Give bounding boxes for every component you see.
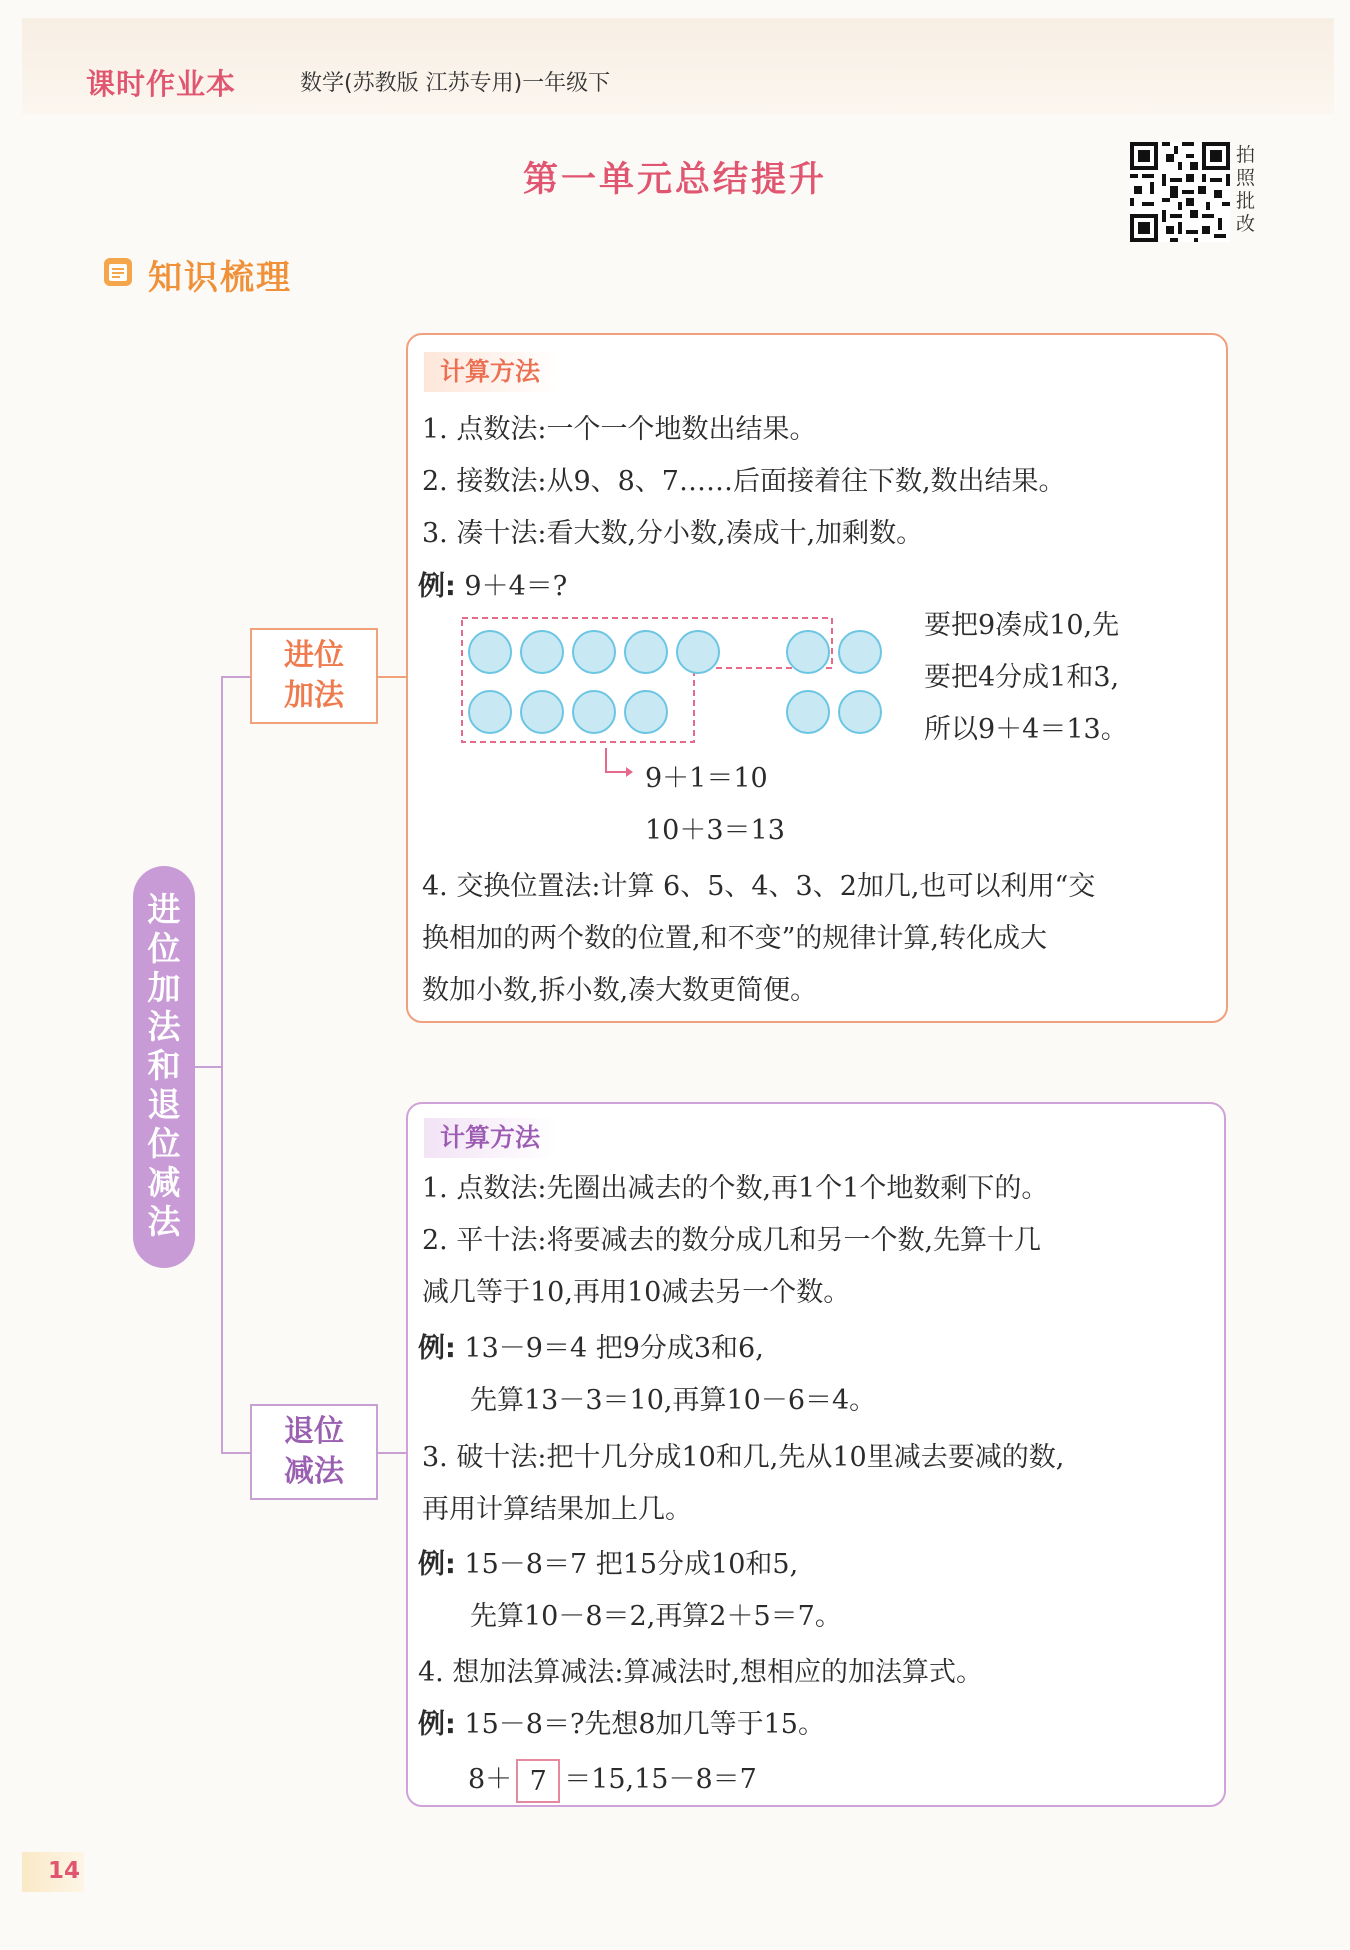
page-number-tab [22, 1852, 84, 1892]
addition-note-3: 所以9＋4＝13。 [924, 714, 1128, 745]
subtraction-example-2-label: 例: [418, 1549, 456, 1580]
subtraction-example-2 [418, 1548, 798, 1582]
addition-method-4-line1: 4. 交换位置法:计算 6、5、4、3、2加几,也可以利用“交 [422, 871, 1096, 902]
dot [469, 631, 511, 673]
topic-bar [133, 866, 195, 1268]
dot [787, 691, 829, 733]
answer-box: 7 [516, 1759, 560, 1803]
page-title: 第一单元总结提升 [522, 160, 827, 200]
dot [573, 691, 615, 733]
subtraction-example-3-line2 [468, 1756, 757, 1804]
dot [839, 631, 881, 673]
addition-example-label: 例: [418, 571, 456, 602]
connector-sub-branch [221, 1452, 250, 1454]
dot [839, 691, 881, 733]
dot [625, 691, 667, 733]
topic-label: 进位加法和退位减法 [147, 890, 181, 1241]
knowledge-book-icon [102, 256, 134, 288]
subtraction-example-2-line2: 先算10－8＝2,再算2＋5＝7。 [470, 1601, 842, 1632]
subtraction-example-1-line2: 先算13－3＝10,再算10－6＝4。 [470, 1385, 877, 1416]
qr-code-icon[interactable] [1130, 142, 1230, 242]
subtraction-method-4: 4. 想加法算减法:算减法时,想相应的加法算式。 [418, 1657, 984, 1688]
addition-method-3: 3. 凑十法:看大数,分小数,凑成十,加剩数。 [422, 518, 924, 549]
subtraction-example-3 [418, 1708, 825, 1742]
subtraction-tag-line2: 减法 [284, 1454, 344, 1489]
dot [787, 631, 829, 673]
subtraction-example-1-text: 13－9＝4 把9分成3和6, [464, 1333, 764, 1364]
subtraction-example-3-label: 例: [418, 1709, 456, 1740]
dot [521, 631, 563, 673]
connector-add-panel [378, 676, 406, 678]
addition-example-text: 9＋4＝? [464, 571, 568, 602]
book-subtitle: 数学(苏教版 江苏专用)一年级下 [300, 71, 611, 96]
dot [521, 691, 563, 733]
subtraction-method-2-line2: 减几等于10,再用10减去另一个数。 [422, 1277, 851, 1308]
subtraction-example-3-text: 15－8＝?先想8加几等于15。 [464, 1709, 825, 1740]
addition-tag-line1: 进位 [284, 638, 344, 673]
connector-topic [195, 1066, 222, 1068]
counting-dots-diagram [456, 614, 896, 748]
addition-example [418, 570, 567, 604]
qr-caption: 拍照批改 [1236, 144, 1256, 235]
subtraction-example-1-label: 例: [418, 1333, 456, 1364]
subtraction-method-3-line1: 3. 破十法:把十几分成10和几,先从10里减去要减的数, [422, 1442, 1065, 1473]
subtraction-tag [250, 1404, 378, 1500]
connector-trunk [221, 676, 223, 1452]
page-number: 14 [48, 1858, 81, 1884]
addition-equation-2: 10＋3＝13 [645, 815, 785, 846]
connector-add-branch [221, 676, 250, 678]
equation-prefix: 8＋ [468, 1764, 513, 1795]
equation-suffix: ＝15,15－8＝7 [564, 1764, 757, 1795]
dot [469, 691, 511, 733]
subtraction-method-3-line2: 再用计算结果加上几。 [422, 1494, 692, 1525]
arrow-icon [604, 748, 634, 778]
addition-tag-line2: 加法 [284, 678, 344, 713]
dot [677, 631, 719, 673]
subtraction-method-2-line1: 2. 平十法:将要减去的数分成几和另一个数,先算十几 [422, 1225, 1042, 1256]
connector-sub-panel [378, 1452, 406, 1454]
addition-note-1: 要把9凑成10,先 [924, 610, 1120, 641]
subtraction-example-2-text: 15－8＝7 把15分成10和5, [464, 1549, 799, 1580]
addition-method-4-line2: 换相加的两个数的位置,和不变”的规律计算,转化成大 [422, 923, 1047, 954]
addition-note-2: 要把4分成1和3, [924, 662, 1120, 693]
addition-equation-1: 9＋1＝10 [645, 763, 768, 794]
addition-method-chip: 计算方法 [424, 352, 556, 392]
addition-method-4-line3: 数加小数,拆小数,凑大数更简便。 [422, 975, 818, 1006]
subtraction-method-chip: 计算方法 [424, 1118, 556, 1158]
subtraction-method-1: 1. 点数法:先圈出减去的个数,再1个1个地数剩下的。 [422, 1173, 1049, 1204]
section-label: 知识梳理 [148, 258, 292, 298]
addition-method-1: 1. 点数法:一个一个地数出结果。 [422, 414, 817, 445]
addition-tag [250, 628, 378, 724]
addition-method-2: 2. 接数法:从9、8、7……后面接着往下数,数出结果。 [422, 466, 1066, 497]
dot [625, 631, 667, 673]
subtraction-tag-line1: 退位 [284, 1414, 344, 1449]
subtraction-example-1 [418, 1332, 764, 1366]
brand-title: 课时作业本 [86, 67, 237, 101]
dot [573, 631, 615, 673]
